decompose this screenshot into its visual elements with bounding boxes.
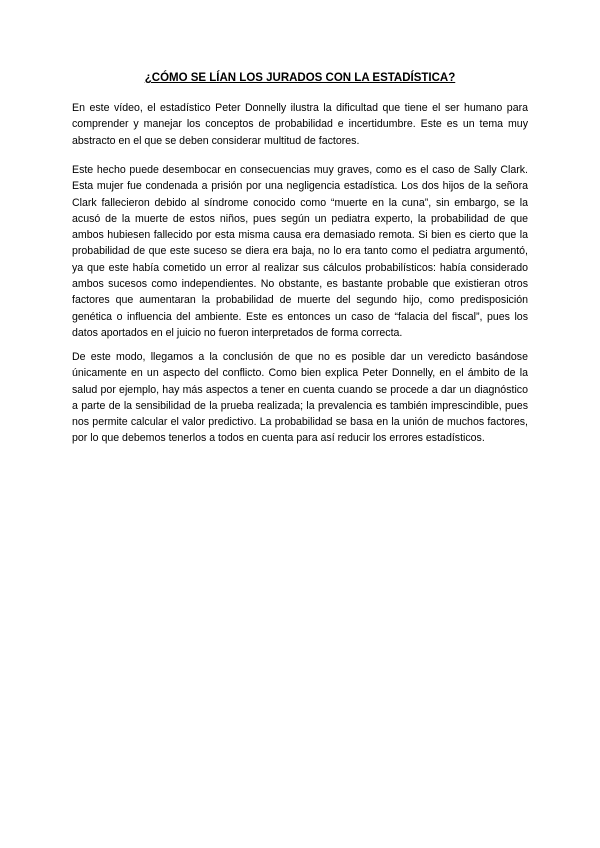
paragraph-sally-clark-case: Este hecho puede desembocar en consecuencias muy graves, como es el caso de Sally Clark. Esta mujer fue condenada a prisión por una negligencia estadística. Los dos hijos de la señora Clark fallecieron debido al síndrome conocido como “muerte en la cuna”, sin embargo, se la acusó de la muerte de estos niños, pues según un pediatra experto, la probabilidad de que ambos hubiesen fallecido por esta misma causa era demasiado remota. Si bien es cierto que la probabilidad de que este suceso se diera era baja, no lo era tanto como el pediatra argumentó, ya que este había cometido un error al realizar sus cálculos probabilísticos: había considerado ambos sucesos como independientes. No obstante, es bastante probable que existieran otros factores que aumentaran la probabilidad de muerte del segundo hijo, como predisposición genética o influencia del ambiente. Este es entonces un caso de “falacia del fiscal”, pues los datos aportados en el juicio no fueron interpretados de forma correcta.: [72, 164, 528, 339]
paragraph-intro: En este vídeo, el estadístico Peter Donnelly ilustra la dificultad que tiene el ser humano para comprender y manejar los conceptos de probabilidad e incertidumbre. Este es un tema muy abstracto en el que se deben considerar multitud de factores.: [72, 102, 528, 147]
document-title: ¿CÓMO SE LÍAN LOS JURADOS CON LA ESTADÍSTICA?: [144, 72, 456, 84]
paragraph-conclusion: De este modo, llegamos a la conclusión de que no es posible dar un veredicto basándose únicamente en un aspecto del conflicto. Como bien explica Peter Donnelly, en el ámbito de la salud por ejemplo, hay más aspectos a tener en cuenta cuando se procede a dar un diagnóstico a parte de la sensibilidad de la prueba realizada; la prevalencia es también imprescindible, pues nos permite calcular el valor predictivo. La probabilidad se basa en la unión de muchos factores, por lo que debemos tenerlos a todos en cuenta para así reducir los errores estadísticos.: [72, 351, 528, 445]
